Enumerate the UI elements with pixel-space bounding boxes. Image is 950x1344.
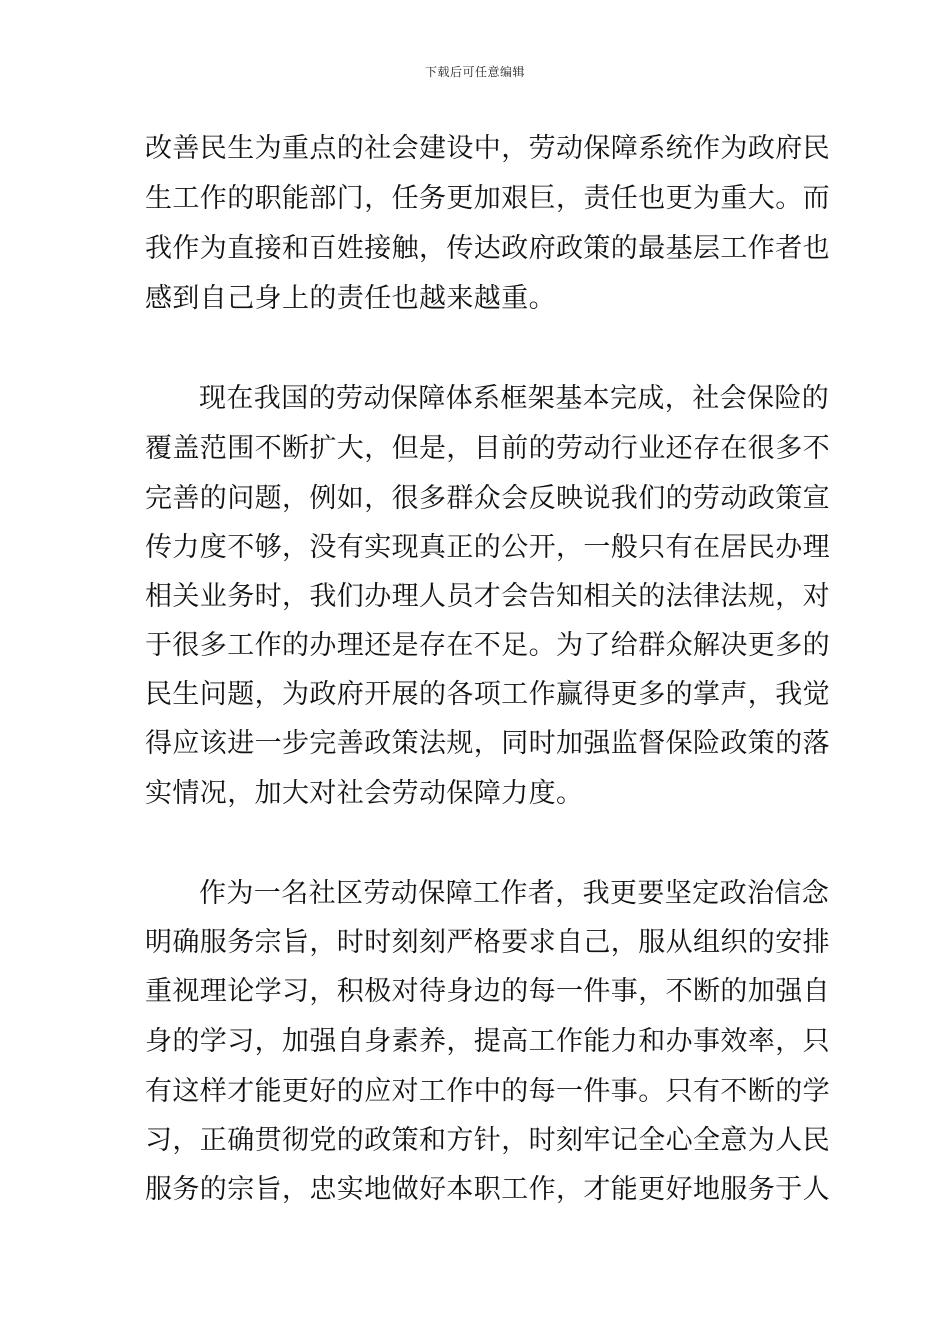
paragraph-1-line-2: 生工作的职能部门，任务更加艰巨，责任也更为重大。而 bbox=[145, 183, 830, 214]
paragraph-3-line-5: 有这样才能更好的应对工作中的每一件事。只有不断的学 bbox=[145, 1076, 830, 1107]
paragraph-2-line-3: 完善的问题，例如，很多群众会反映说我们的劳动政策宣 bbox=[145, 483, 830, 514]
paragraph-2-line-2: 覆盖范围不断扩大，但是，目前的劳动行业还存在很多不 bbox=[145, 433, 830, 464]
paragraph-3-line-1: 作为一名社区劳动保障工作者，我更要坚定政治信念 bbox=[199, 878, 830, 909]
paragraph-2-line-4: 传力度不够，没有实现真正的公开，一般只有在居民办理 bbox=[145, 532, 830, 563]
paragraph-3-line-2: 明确服务宗旨，时时刻刻严格要求自己，服从组织的安排 bbox=[145, 927, 830, 958]
paragraph-2-line-6: 于很多工作的办理还是存在不足。为了给群众解决更多的 bbox=[145, 630, 830, 661]
paragraph-2-line-8: 得应该进一步完善政策法规，同时加强监督保险政策的落 bbox=[145, 728, 830, 759]
paragraph-3-line-7: 服务的宗旨，忠实地做好本职工作，才能更好地服务于人 bbox=[145, 1174, 830, 1205]
paragraph-2-line-5: 相关业务时，我们办理人员才会告知相关的法律法规，对 bbox=[145, 581, 830, 612]
paragraph-2-line-7: 民生问题，为政府开展的各项工作赢得更多的掌声，我觉 bbox=[145, 679, 830, 710]
paragraph-3-line-4: 身的学习，加强自身素养，提高工作能力和办事效率，只 bbox=[145, 1026, 830, 1057]
paragraph-3-line-3: 重视理论学习，积极对待身边的每一件事，不断的加强自 bbox=[145, 976, 830, 1007]
paragraph-1-line-1: 改善民生为重点的社会建设中，劳动保障系统作为政府民 bbox=[145, 133, 830, 164]
paragraph-1-line-4: 感到自己身上的责任也越来越重。 bbox=[145, 283, 556, 314]
paragraph-1-line-3: 我作为直接和百姓接触，传达政府政策的最基层工作者也 bbox=[145, 233, 830, 264]
paragraph-2-line-1: 现在我国的劳动保障体系框架基本完成，社会保险的 bbox=[199, 383, 830, 414]
paragraph-3-line-6: 习，正确贯彻党的政策和方针，时刻牢记全心全意为人民 bbox=[145, 1125, 830, 1156]
paragraph-2-line-9: 实情况，加大对社会劳动保障力度。 bbox=[145, 778, 584, 809]
header-note: 下载后可任意编辑 bbox=[424, 65, 525, 79]
